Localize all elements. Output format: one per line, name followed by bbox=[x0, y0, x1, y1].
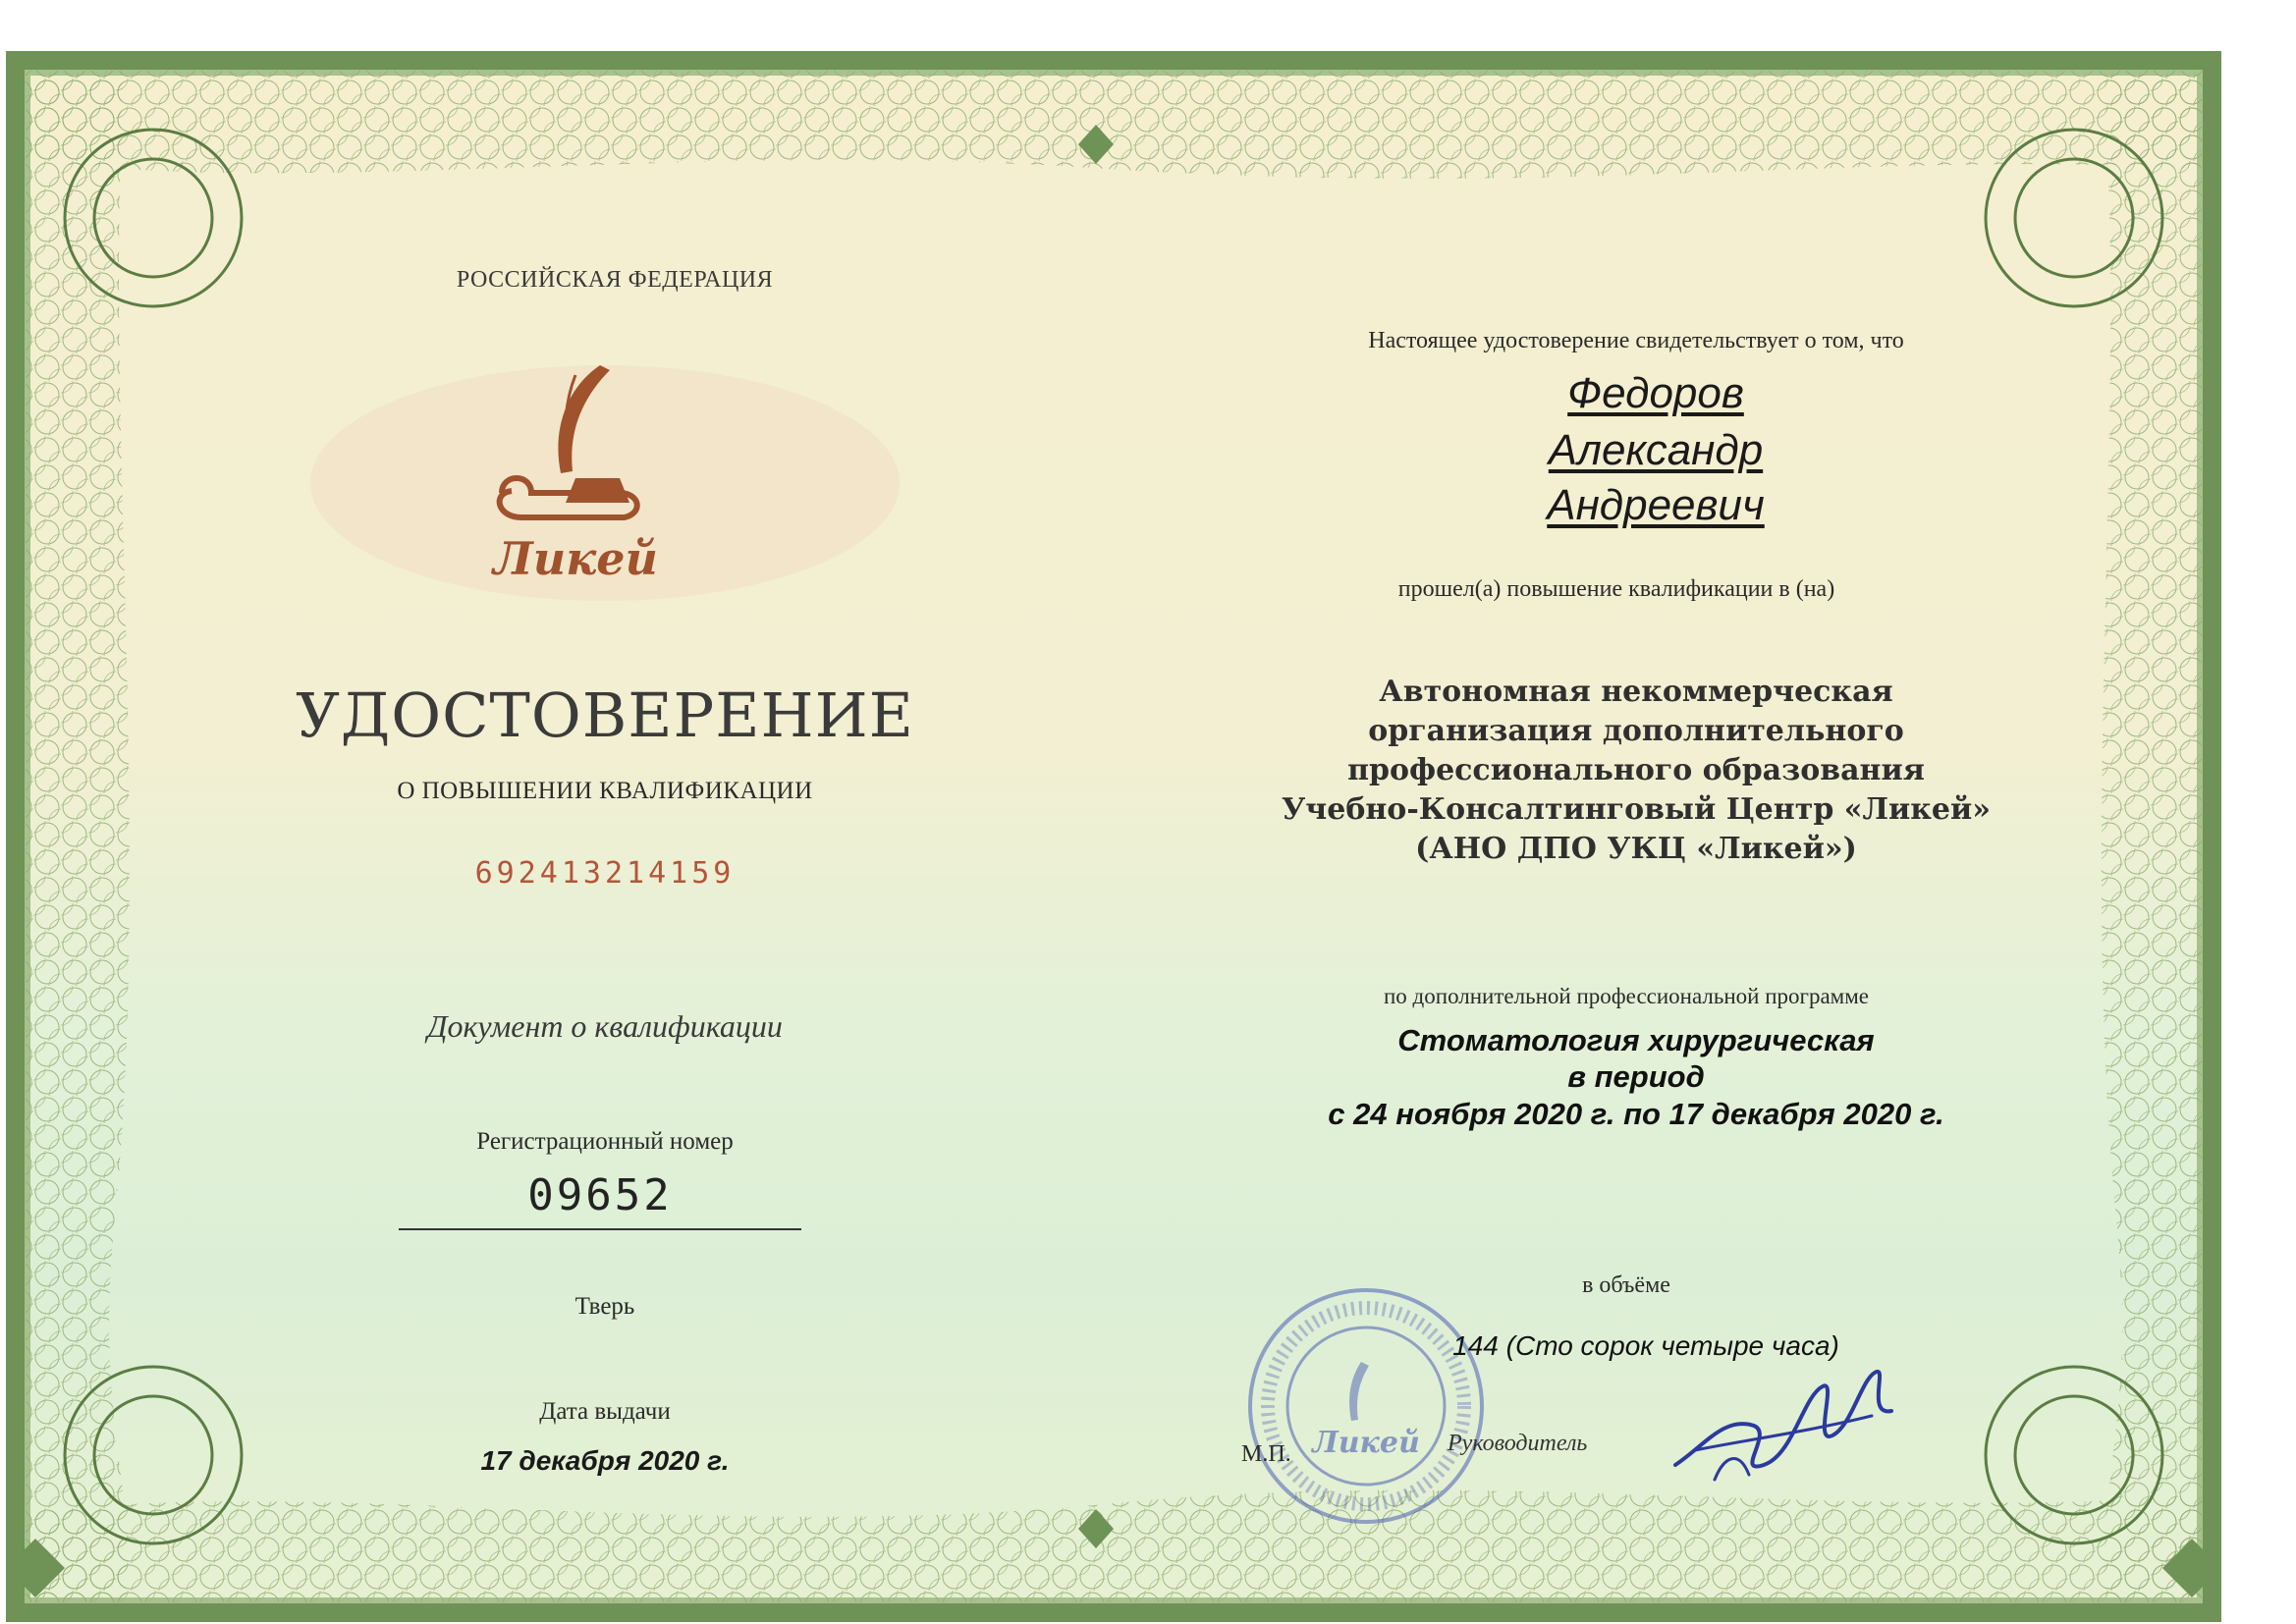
program-name: Стоматология хирургическая bbox=[1397, 1023, 1875, 1057]
volume-label: в объёме bbox=[1582, 1272, 1670, 1298]
recipient-first-name: Александр bbox=[1548, 426, 1764, 474]
registration-label: Регистрационный номер bbox=[476, 1128, 734, 1155]
registration-number: 09652 bbox=[399, 1170, 801, 1230]
recipient-last-name: Федоров bbox=[1567, 369, 1744, 417]
period-label: в период bbox=[1567, 1059, 1705, 1094]
issue-date: 17 декабря 2020 г. bbox=[480, 1445, 730, 1476]
intro-text: Настоящее удостоверение свидетельствует о том, что bbox=[1368, 328, 1904, 353]
recipient-middle-name: Андреевич bbox=[1547, 481, 1765, 529]
passed-text: прошел(а) повышение квалификации в (на) bbox=[1397, 576, 1835, 602]
organization-line: организация дополнительного bbox=[1368, 714, 1904, 748]
country-label: РОССИЙСКАЯ ФЕДЕРАЦИЯ bbox=[456, 267, 774, 293]
organization-line: Учебно-Консалтинговый Центр «Ликей» bbox=[1281, 792, 1992, 827]
seal-label: М.П. bbox=[1241, 1441, 1291, 1467]
organization-line: профессионального образования bbox=[1347, 753, 1925, 787]
issue-date-label: Дата выдачи bbox=[539, 1398, 671, 1425]
page-subtitle: О ПОВЫШЕНИИ КВАЛИФИКАЦИИ bbox=[397, 778, 813, 804]
volume-value: 144 (Сто сорок четыре часа) bbox=[1452, 1330, 1839, 1361]
organization-line: Автономная некоммерческая bbox=[1379, 675, 1893, 709]
program-label: по дополнительной профессиональной программе bbox=[1384, 984, 1869, 1008]
page-title: УДОСТОВЕРЕНИЕ bbox=[296, 679, 914, 751]
serial-number: 692413214159 bbox=[474, 856, 736, 891]
document-kind: Документ о квалификации bbox=[427, 1008, 783, 1044]
city-label: Тверь bbox=[574, 1293, 635, 1320]
round-seal-stamp-icon bbox=[1243, 1283, 1489, 1529]
organization-line: (АНО ДПО УКЦ «Ликей») bbox=[1415, 832, 1857, 866]
period-dates: с 24 ноября 2020 г. по 17 декабря 2020 г. bbox=[1328, 1097, 1944, 1131]
logo-wordmark: Ликей bbox=[493, 532, 658, 585]
handwritten-signature-icon bbox=[1666, 1357, 1901, 1494]
organization-name bbox=[1214, 673, 2058, 869]
head-label: Руководитель bbox=[1448, 1431, 1588, 1456]
svg-text:Ликей: Ликей bbox=[1312, 1426, 1420, 1460]
certificate-spread bbox=[6, 51, 2221, 1622]
